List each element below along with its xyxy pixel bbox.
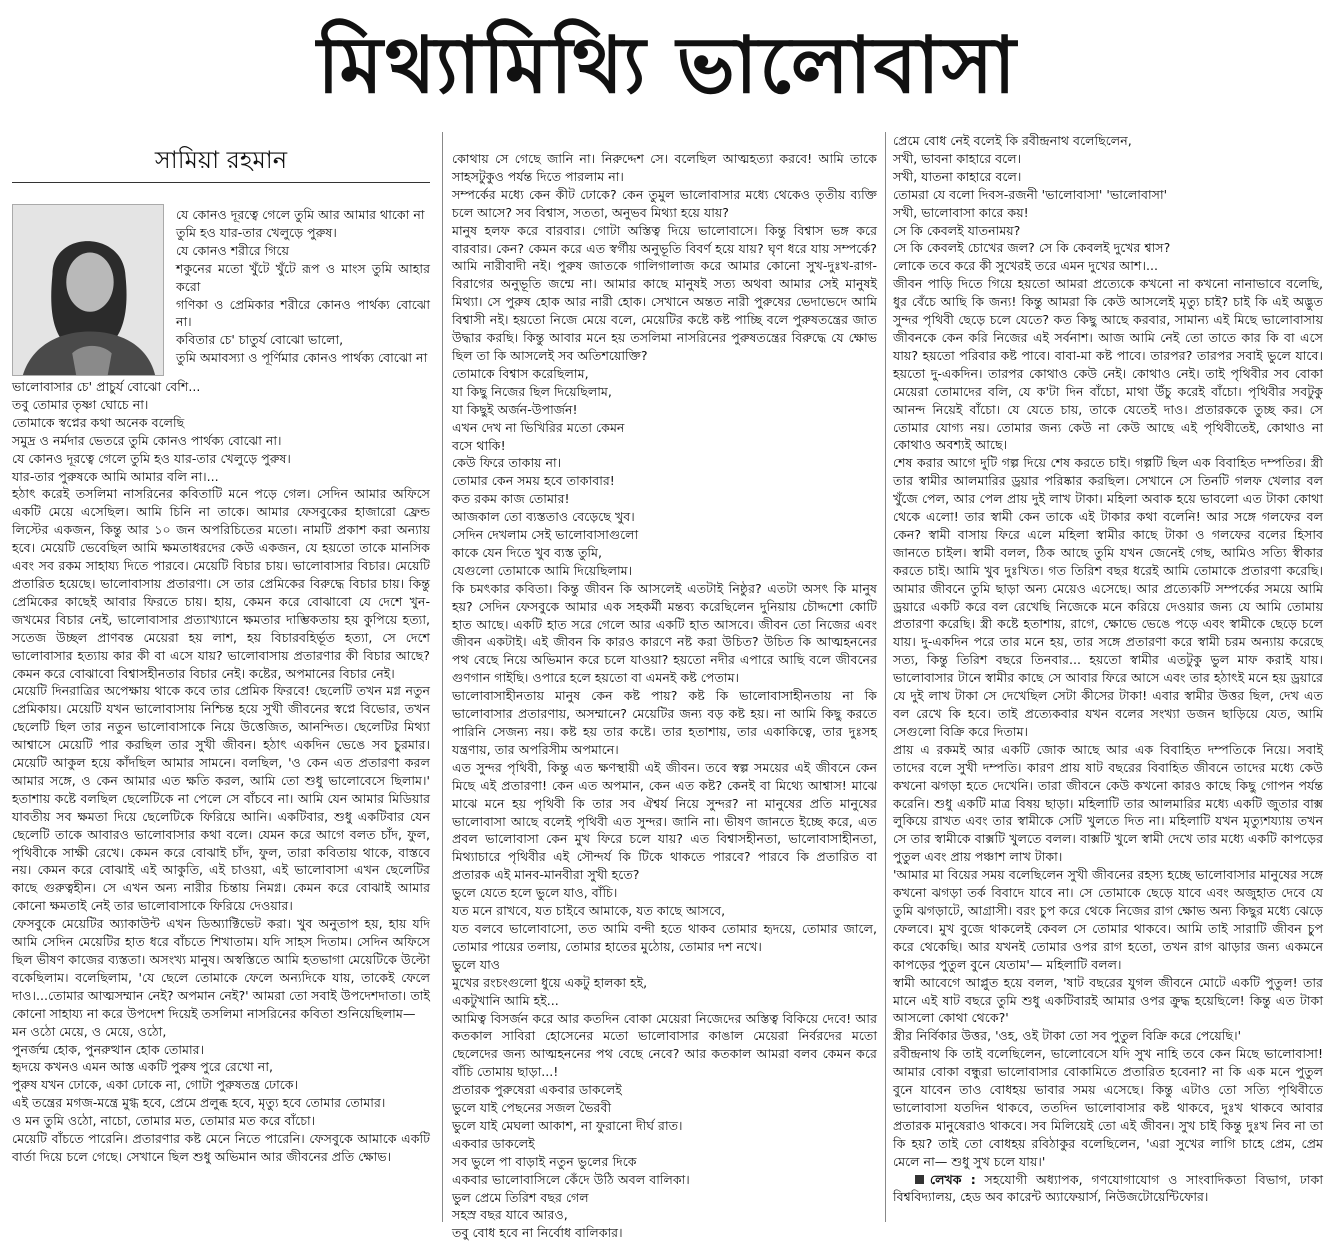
column-1-body [12,378,430,1228]
author-credit [893,1171,1323,1207]
poem-intro-text: যে কোনও দূরত্বে গেলে তুমি আর আমার থাকো না তুমি হও যার-তার খেলুড়ে পুরুষ। যে কোনও শরীরে গিয়ে শকুনের মতো খুঁটে খুঁটে রূপ ও মাংস তুমি আহার করো গণিকা ও প্রেমিকার শরীরে কোনও পার্থক্য বোঝো না। কবিতার চে' চাতুর্য বোঝো ভালো, তুমি অমাবস্যা ও পূর্ণিমার কোনও পার্থক্য বোঝো না [176,207,430,366]
author-byline: সামিয়া রহমান [154,146,288,174]
headline: মিথ্যামিথ্যি ভালোবাসা [317,20,1018,111]
column-divider-2 [885,132,886,1222]
square-bullet-icon [915,1175,924,1184]
author-label: লেখক : [930,1171,976,1187]
column-divider-1 [442,132,443,1222]
column-2-body [452,150,877,1241]
author-photo [12,204,164,376]
byline-rule [12,182,430,183]
column-3-body [893,132,1323,1228]
column-1-text: ভালোবাসার চে' প্রাচুর্য বোঝো বেশি... তবু তোমার তৃষ্ণা ঘোচে না। তোমাকে স্বপ্নের কথা অনেক বলেছি সমুদ্র ও নর্মদার ভেতরে তুমি কোনও পার্থক্য বোঝো না। যে কোনও দূরত্বে গেলে তুমি হও যার-তার খেলুড়ে পুরুষ। যার-তার পুরুষকে আমি আমার বলি না।... হঠাৎ করেই তসলিমা নাসরিনের কবিতাটি মনে পড়ে গেল। সেদিন আমার অফিসে একটি মেয়ে এসেছিল। আমি চিনি না তাকে। আমার ফেসবুকের হাজারো ফ্রেন্ড লিস্টের একজন, কিন্তু আর ১০ জন অপরিচিতের মতো। নামটি প্রকাশ করা অন্যায় হবে। মেয়েটি ভেবেছিল আমি ক্ষমতাধরদের কেউ একজন, যে হয়তো তাকে মানসিক এবং সব রকম সাহায্য দিতে পারবে। মেয়েটি বিচার চায়। ভালোবাসার বিচার। মেয়েটি প্রতারিত হয়েছে। ভালোবাসায় প্রতারণা। সে তার প্রেমিকের বিরুদ্ধে বিচার চায়। কিন্তু প্রেমিকের কাছেই আবার ফিরতে চায়। হায়, কেমন করে বোঝাবো যে দেশে খুন-জখমের বিচার নেই, ভালোবাসার প্রত্যাখ্যানে ক্ষমতার দাম্ভিকতায় হয় কুপিয়ে হত্যা, সতেজ উচ্ছল প্রাণবন্ত মেয়েরা হয় লাশ, হয় বিচারবহির্ভূত হত্যা, সে দেশে ভালোবাসার হত্যায় কার কী বা এসে যায়? ভালোবাসায় প্রতারণার কী বিচার আছে? কেমন করে বোঝাবো বিশ্বাসহীনতার বিচার নেই। কষ্টের, অপমানের বিচার নেই। মেয়েটি দিনরাত্রির অপেক্ষায় থাকে কবে তার প্রেমিক ফিরবে! ছেলেটি তখন মগ্ন নতুন প্রেমিকায়। মেয়েটি যখন ভালোবাসায় নিশ্চিন্ত হয়ে সুখী জীবনের স্বপ্নে বিভোর, তখন ছেলেটি ছিল তার নতুন ভালোবাসাকে নিয়ে উত্তেজিত, আনন্দিত। ছেলেটির মিথ্যা আশ্বাসে মেয়েটি পার করছিল তার সুখী জীবন। হঠাৎ একদিন ভেঙে সব চুরমার। মেয়েটি আকুল হয়ে কাঁদছিল আমার সামনে। বলছিল, 'ও কেন এত প্রতারণা করল আমার সঙ্গে, ও কেন আমার এত ক্ষতি করল, আমি তো শুধু ভালোবেসে ছিলাম।' হতাশায় কষ্টে বলছিল ছেলেটিকে না পেলে সে বাঁচবে না। আমি যেন আমার মিডিয়ার যাবতীয় সব ক্ষমতা দিয়ে ছেলেটিকে ফিরিয়ে আনি। একটিবার, শুধু একটিবার যেন ছেলেটি তাকে আবারও ভালোবাসার কথা বলে। যেমন করে আগে বলত চাঁদ, ফুল, পৃথিবীকে সাক্ষী রেখে। কেমন করে বোঝাই চাঁদ, ফুল, তারা কবিতায় থাকে, বাস্তবে নয়। কেমন করে বোঝাই এই আকুতি, এই চাওয়া, এই ভালোবাসা এখন ছেলেটির কাছে গুরুত্বহীন। সে এখন অন্য নারীর চিন্তায় নিমগ্ন। কেমন করে বোঝাই আমার কোনো ক্ষমতাই নেই তার ভালোবাসাকে ফিরিয়ে দেওয়ার। ফেসবুকে মেয়েটির অ্যাকাউন্ট এখন ডিঅ্যাক্টিভেট করা। খুব অনুতাপ হয়, হায় যদি আমি সেদিন মেয়েটির হাত ধরে বাঁচতে শিখাতাম। যদি সাহস দিতাম। সেদিন অফিসে ছিল ভীষণ কাজের ব্যস্ততা। অসংখ্য মানুষ। অস্বস্তিতে আমি হতভাগা মেয়েটিকে উল্টো বকেছিলাম। বলেছিলাম, 'যে ছেলে তোমাকে ফেলে অন্যদিকে যায়, তাকেই ফেলে দাও।...তোমার আত্মসম্মান নেই? অপমান নেই?' আমরা তো সবাই উপদেশদাতা। তাই কোনো সাহায্য না করে উপদেশ দিয়েই তসলিমা নাসরিনের কবিতা শুনিয়েছিলাম— মন ওঠো মেয়ে, ও মেয়ে, ওঠো, পুনর্জন্ম হোক, পুনরুত্থান হোক তোমার। হৃদয়ে কখনও এমন আস্ত একটি পুরুষ পুরে রেখো না, পুরুষ যখন ঢোকে, একা ঢোকে না, গোটা পুরুষতন্ত্র ঢোকে। এই তন্ত্রের মগজ-মন্ত্রে মুগ্ধ হবে, প্রেমে প্রলুব্ধ হবে, মৃত্যু হবে তোমার তোমার। ও মন তুমি ওঠো, নাচো, তোমার মত, তোমার মত করে বাঁচো। মেয়েটি বাঁচতে পারেনি। প্রতারণার কষ্ট মেনে নিতে পারেনি। ফেসবুকে আমাকে একটি বার্তা দিয়ে চলে গেছে। সেখানে ছিল শুধু অভিমান আর জীবনের প্রতি ক্ষোভ। [12,379,430,1164]
column-3-text: প্রেমে বোধ নেই বলেই কি রবীন্দ্রনাথ বলেছিলেন, সখী, ভাবনা কাহারে বলে। সখী, যাতনা কাহারে বলে। তোমরা যে বলো দিবস-রজনী 'ভালোবাসা' 'ভালোবাসা' সখী, ভালোবাসা কারে কয়! সে কি কেবলই যাতনাময়? সে কি কেবলই চোখের জল? সে কি কেবলই দুখের শ্বাস? লোকে তবে করে কী সুখেরই তরে এমন দুখের আশ।... জীবন পাড়ি দিতে গিয়ে হয়তো আমরা প্রত্যেকে কখনো না কখনো নানাভাবে বলেছি, ধুর বেঁচে আছি কি জন্য! কিন্তু আমরা কি কেউ আসলেই মৃত্যু চাই? চাই কি এই অদ্ভুত সুন্দর পৃথিবী ছেড়ে চলে যেতে? কত কিছু আছে করবার, সামান্য এই মিছে ভালোবাসায় জীবনকে কেন করি নিজের এই সর্বনাশ। আজ আমি নেই তো তাতে কার কি বা এসে যায়? হয়তো পরিবার কষ্ট পাবে। বাবা-মা কষ্ট পাবে। তারপর? তারপর সবাই ভুলে যাবে। হয়তো দু-একদিন। তারপর কোথাও কেউ নেই। কোথাও নেই। তাই পৃথিবীর সব বোকা মেয়েরা তোমাদের বলি, যে ক'টা দিন বাঁচো, মাথা উঁচু করেই বাঁচো। পৃথিবীর সবটুকু আনন্দ নিয়েই বাঁচো। যে যেতে চায়, তাকে যেতেই দাও। প্রতারককে তুচ্ছ কর। সে তোমার যোগ্য নয়। তোমার জন্য কেউ না কেউ আছে এই পৃথিবীতেই, কোথাও না কোথাও অবশ্যই আছে। শেষ করার আগে দুটি গল্প দিয়ে শেষ করতে চাই। গল্পটি ছিল এক বিবাহিত দম্পতির। স্ত্রী তার স্বামীর আলমারির ড্রয়ার পরিষ্কার করছিল। সেখানে সে তিনটি গলফ খেলার বল খুঁজে পেল, আর পেল প্রায় দুই লাখ টাকা। মহিলা অবাক হয়ে ভাবলো এত টাকা কোথা থেকে এলো! তার স্বামী কেন তাকে এই টাকার কথা বলেনি! আর সঙ্গে গলফের বল কেন? স্বামী বাসায় ফিরে এলে মহিলা স্বামীর কাছে টাকা ও গলফের বলের হিসাব জানতে চাইল। স্বামী বলল, ঠিক আছে তুমি যখন জেনেই গেছ, আমিও সত্যি স্বীকার করতে চাই। আমি খুব দুঃখিত। গত তিরিশ বছর ধরেই আমি তোমাকে প্রতারণা করেছি। আমার জীবনে তুমি ছাড়া অন্য মেয়েও এসেছে। আর প্রত্যেকটি সম্পর্কের সময়ে আমি ড্রয়ারে একটি করে বল রেখেছি নিজেকে মনে করিয়ে দেওয়ার জন্য যে আমি তোমায় প্রতারণা করেছি। স্ত্রী কষ্টে হতাশায়, রাগে, ক্ষোভে ভেঙে পড়ে এবং স্বামীকে ছেড়ে চলে যায়। দু-একদিন পরে তার মনে হয়, তার সঙ্গে প্রতারণা করে স্বামী চরম অন্যায় করেছে সত্য, কিন্তু তিরিশ বছরে তিনবার... হয়তো স্বামীর এতটুকু ভুল মাফ করাই যায়। ভালোবাসার টানে স্বামীর কাছে সে আবার ফিরে আসে এবং তার হঠাৎই মনে হয় ড্রয়ারে যে দুই লাখ টাকা সে দেখেছিল সেটা কীসের টাকা! এবার স্বামীর উত্তর ছিল, দেখ এত বল রেখে কি হবে। তাই প্রত্যেকবার যখন বলের সংখ্যা ডজন ছাড়িয়ে যেত, আমি সেগুলো বিক্রি করে দিতাম। প্রায় এ রকমই আর একটি জোক আছে আর এক বিবাহিত দম্পতিকে নিয়ে। সবাই তাদের বলে সুখী দম্পতি। কারণ প্রায় ষাট বছরের বিবাহিত জীবনে তাদের মধ্যে কেউ কখনো ঝগড়া হতে দেখেনি। তারা জীবনে কেউ কখনো কারও কাছে কিছু গোপন পর্যন্ত করেনি। শুধু একটি মাত্র বিষয় ছাড়া। মহিলাটি তার আলমারির মধ্যে একটি জুতার বাক্স লুকিয়ে রাখত এবং তার স্বামীকে সেটি খুলতে দিত না। মহিলাটি যখন মৃত্যুশয্যায় তখন সে তার স্বামীকে বাক্সটি খুলতে বলল। বাক্সটি খুলে স্বামী দেখে তার মধ্যে একটি কাপড়ের পুতুল এবং প্রায় পঞ্চাশ লাখ টাকা। 'আমার মা বিয়ের সময় বলেছিলেন সুখী জীবনের রহস্য হচ্ছে ভালোবাসার মানুষের সঙ্গে কখনো ঝগড়া তর্ক বিবাদে যাবে না। সে তোমাকে ছেড়ে যাবে এবং অজুহাত দেবে যে তুমি ঝগড়াটে, আগ্রাসী। বরং চুপ করে থেকে নিজের রাগ ক্ষোভ অন্য কিছুর মধ্যে ঝেড়ে ফেলবে। মুখ বুজে থাকলেই কেবল সে তোমার থাকবে। আমি তাই সারাটি জীবন চুপ করে থেকেছি। আর যখনই তোমার ওপর রাগ হতো, তখন রাগ ঝাড়ার জন্য একমনে কাপড়ের পুতুল বুনে যেতাম'— মহিলাটি বলল। স্বামী আবেগে আপ্লুত হয়ে বলল, 'ষাট বছরের যুগল জীবনে মোটে একটি পুতুল! তার মানে এই ষাট বছরে তুমি শুধু একটিবারই আমার ওপর ক্রুদ্ধ হয়েছিলে! কিন্তু এত টাকা আসলো কোথা থেকে?' স্ত্রীর নির্বিকার উত্তর, 'ওহ, ওই টাকা তো সব পুতুল বিক্রি করে পেয়েছি।' রবীন্দ্রনাথ কি তাই বলেছিলেন, ভালোবেসে যদি সুখ নাহি তবে কেন মিছে ভালোবাসা! আমার বোকা বন্ধুরা ভালোবাসার বোকামিতে প্রতারিত হবেনা? না কি এক মনে পুতুল বুনে যাবেন তাও বোধহয় ভাবার সময় এসেছে। কিন্তু এটাও তো সত্যি পৃথিবীতে ভালোবাসা যতদিন থাকবে, ততদিন ভালোবাসার কষ্ট থাকবে, দুঃখ থাকবে আবার প্রতারক মানুষেরাও থাকবে। সব মিলিয়েই তো এই জীবন। সুখ চাই কিন্তু দুঃখ নিব না তা কি হয়? তাই তো বোধহয় রবিঠাকুর বলেছিলেন, 'এরা সুখের লাগি চাহে প্রেম, প্রেম মেলে না— শুধু সুখ চলে যায়।' [893,133,1323,1169]
author-bio: সহযোগী অধ্যাপক, গণযোগাযোগ ও সাংবাদিকতা বিভাগ, ঢাকা বিশ্ববিদ্যালয়, হেড অব কারেন্ট অ্যাফেয়ার্স, নিউজটোয়েন্টিফোর। [893,1171,1323,1205]
column-2-text: কোথায় সে গেছে জানি না। নিরুদ্দেশ সে। বলেছিল আত্মহত্যা করবে! আমি তাকে সাহসটুকুও পর্যন্ত দিতে পারলাম না। সম্পর্কের মধ্যে কেন কীট ঢোকে? কেন তুমুল ভালোবাসার মধ্যে থেকেও তৃতীয় ব্যক্তি চলে আসে? সব বিশ্বাস, সততা, অনুভব মিথ্যা হয়ে যায়? মানুষ হলফ করে বারবার। গোটা অস্তিত্ব দিয়ে ভালোবাসে। কিন্তু বিশ্বাস ভঙ্গ করে বারবার। কেন? কেমন করে এত স্বর্গীয় অনুভূতি বিবর্ণ হয়ে যায়? ঘৃণ ধরে যায় সম্পর্কে? আমি নারীবাদী নই। পুরুষ জাতকে গালিগালাজ করে আমার কোনো সুখ-দুঃখ-রাগ-বিরাগের অনুভূতি জন্মে না। আমার কাছে মানুষই সত্য অথবা আমার সেই মানুষই মিথ্যা। সে পুরুষ হোক আর নারী হোক। সেখানে অন্তত নারী পুরুষের ভেদাভেদে আমি বিশ্বাসী নই। হয়তো নিজে মেয়ে বলে, মেয়েটির কষ্টে কষ্ট পাচ্ছি বলে পুরুষতন্ত্রের জাত উদ্ধার করছি। কিন্তু আবার মনে হয় তসলিমা নাসরিনের পুরুষতন্ত্রের বিরুদ্ধে যে ক্ষোভ ছিল তা কি আসলেই সব অতিশয়োক্তি? তোমাকে বিশ্বাস করেছিলাম, যা কিছু নিজের ছিল দিয়েছিলাম, যা কিছুই অর্জন-উপার্জন! এখন দেখ না ভিখিরির মতো কেমন বসে থাকি! কেউ ফিরে তাকায় না। তোমার কেন সময় হবে তাকাবার! কত রকম কাজ তোমার! আজকাল তো ব্যস্ততাও বেড়েছে খুব। সেদিন দেখলাম সেই ভালোবাসাগুলো কাকে যেন দিতে খুব ব্যস্ত তুমি, যেগুলো তোমাকে আমি দিয়েছিলাম। কি চমৎকার কবিতা। কিন্তু জীবন কি আসলেই এতটাই নিষ্ঠুর? এতটা অসৎ কি মানুষ হয়? সেদিন ফেসবুকে আমার এক সহকর্মী মন্তব্য করেছিলেন দুনিয়ায় চৌদ্দশো কোটি হাত আছে। একটি হাত সরে গেলে আর একটি হাত আসবে। জীবন তো নিজের এবং জীবন একটাই। এই জীবন কি কারও কারণে নষ্ট করা উচিত? উচিত কি আত্মহননের পথ বেছে নিয়ে অভিমান করে চলে যাওয়া? হয়তো নদীর এপারে আছি বলে জীবনের গুণগান গাইছি। ওপারে হলে হয়তো বা এমনই কষ্ট পেতাম। ভালোবাসাহীনতায় মানুষ কেন কষ্ট পায়? কষ্ট কি ভালোবাসাহীনতায় না কি ভালোবাসার প্রতারণায়, অসম্মানে? মেয়েটির জন্য বড় কষ্ট হয়। না আমি কিছু করতে পারিনি সেজন্য নয়। কষ্ট হয় তার কষ্টে। তার হতাশায়, তার একাকিত্বে, তার দুঃসহ যন্ত্রণায়, তার অপরিসীম অপমানে। এত সুন্দর পৃথিবী, কিন্তু এত ক্ষণস্থায়ী এই জীবন। তবে স্বল্প সময়ের এই জীবনে কেন মিছে এই প্রতারণা! কেন এত অপমান, কেন এত কষ্ট? কেনই বা মিথ্যে আশ্বাস! মাঝে মাঝে মনে হয় পৃথিবী কি তার সব ঐশ্বর্য নিয়ে সুন্দর? না মানুষের প্রতি মানুষের ভালোবাসা আছে বলেই পৃথিবী এত সুন্দর। জানি না। ভীষণ জানতে ইচ্ছে করে, এত প্রবল ভালোবাসা কেন মুখ ফিরে চলে যায়? এত বিশ্বাসহীনতা, ভালোবাসাহীনতা, মিথ্যাচারে পৃথিবীর এই সৌন্দর্য কি টিকে থাকতে পারবে? পারবে কি প্রতারিত বা প্রতারক এই মানব-মানবীরা সুখী হতে? ভুলে যেতে হলে ভুলে যাও, বাঁচি। যত মনে রাখবে, যত চাইবে আমাকে, যত কাছে আসবে, যত বলবে ভালোবাসো, তত আমি বন্দী হতে থাকব তোমার হৃদয়ে, তোমার জালে, তোমার পায়ের তলায়, তোমার হাতের মুঠোয়, তোমার দশ নখে। ভুলে যাও মুখের রংচংগুলো ধুয়ে একটু হালকা হই, একটুখানি আমি হই... আমিত্ব বিসর্জন করে আর কতদিন বোকা মেয়েরা নিজেদের অস্তিত্ব বিকিয়ে দেবে! আর কতকাল সাবিরা হোসেনের মতো ভালোবাসার কাঙাল মেয়েরা নির্বরদের মতো ছেলেদের জন্য আত্মহননের পথ বেছে নেবে? আর কতকাল আমরা বলব কেমন করে বাঁচি তোমায় ছাড়া...! প্রতারক পুরুষেরা একবার ডাকলেই ভুলে যাই পেছনের সজল ভৈরবী ভুলে যাই মেঘলা আকাশ, না ফুরানো দীর্ঘ রাত। একবার ডাকলেই সব ভুলে পা বাড়াই নতুন ভুলের দিকে একবার ভালোবাসিলে কেঁদে উঠি অবল বালিকা। ভুল প্রেমে তিরিশ বছর গেল সহস্র বছর যাবে আরও, তবু বোধ হবে না নির্বোধ বালিকার। [452,151,877,1241]
column-1-poem-intro [176,206,430,376]
